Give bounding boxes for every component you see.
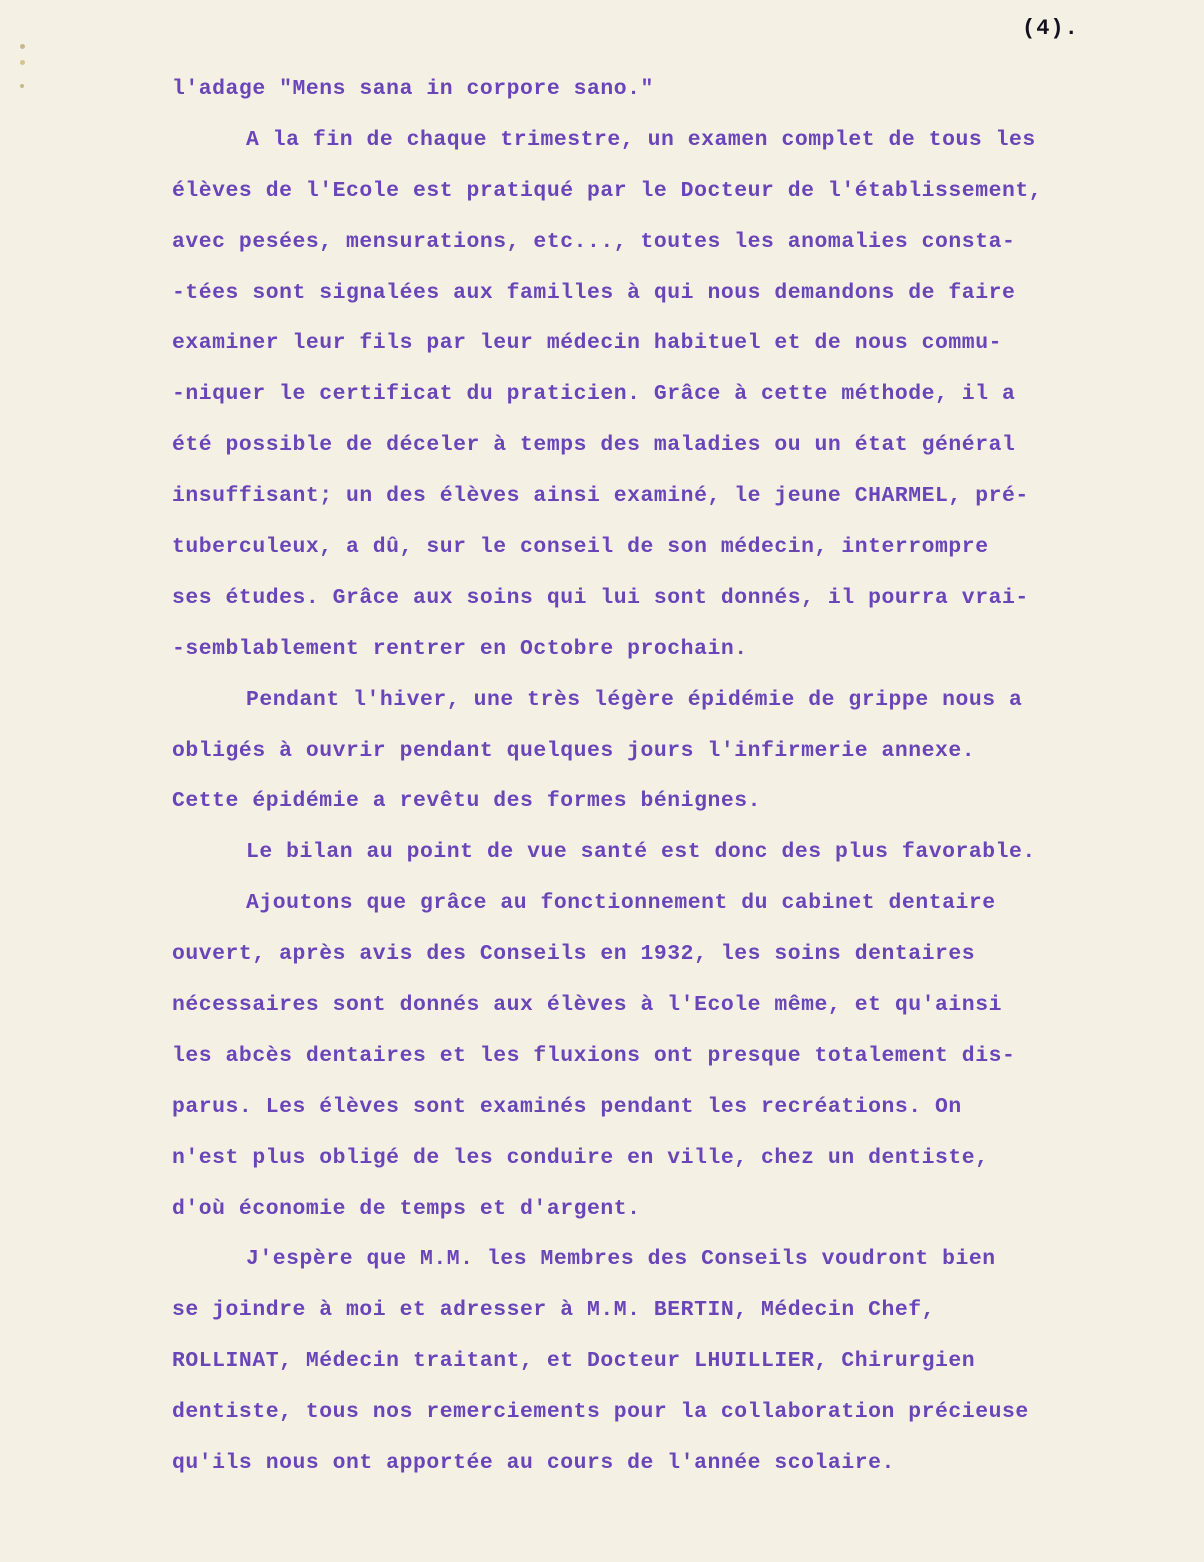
text-line: qu'ils nous ont apportée au cours de l'année scolaire. (172, 1451, 895, 1476)
text-line: insuffisant; un des élèves ainsi examiné, le jeune CHARMEL, pré- (172, 484, 1029, 509)
margin-stain (20, 60, 25, 65)
text-line: obligés à ouvrir pendant quelques jours l'infirmerie annexe. (172, 738, 976, 763)
text-line: A la fin de chaque trimestre, un examen complet de tous les (246, 127, 1036, 152)
text-line: ses études. Grâce aux soins qui lui sont donnés, il pourra vrai- (172, 585, 1029, 610)
text-line: Pendant l'hiver, une très légère épidémie de grippe nous a (246, 687, 1023, 712)
typed-text-body (172, 64, 1162, 1489)
text-line: -semblablement rentrer en Octobre prochain. (172, 636, 748, 661)
text-line: dentiste, tous nos remerciements pour la collaboration précieuse (172, 1400, 1029, 1425)
text-line: n'est plus obligé de les conduire en ville, chez un dentiste, (172, 1145, 989, 1170)
text-line: tuberculeux, a dû, sur le conseil de son médecin, interrompre (172, 535, 989, 560)
text-line: élèves de l'Ecole est pratiqué par le Docteur de l'établissement, (172, 178, 1043, 203)
text-line: d'où économie de temps et d'argent. (172, 1196, 641, 1221)
text-line: se joindre à moi et adresser à M.M. BERTIN, Médecin Chef, (172, 1298, 936, 1323)
text-line: Cette épidémie a revêtu des formes bénignes. (172, 789, 762, 814)
text-line: parus. Les élèves sont examinés pendant les recréations. On (172, 1094, 962, 1119)
text-line: -niquer le certificat du praticien. Grâce à cette méthode, il a (172, 382, 1016, 407)
text-line: Ajoutons que grâce au fonctionnement du cabinet dentaire (246, 891, 996, 916)
page-number: (4). (1022, 16, 1079, 41)
text-line: -tées sont signalées aux familles à qui nous demandons de faire (172, 280, 1016, 305)
text-line: ROLLINAT, Médecin traitant, et Docteur LHUILLIER, Chirurgien (172, 1349, 976, 1374)
text-line: l'adage "Mens sana in corpore sano." (172, 77, 654, 101)
text-line: nécessaires sont donnés aux élèves à l'Ecole même, et qu'ainsi (172, 993, 1002, 1018)
margin-stain (20, 84, 24, 88)
text-line: J'espère que M.M. les Membres des Conseils voudront bien (246, 1247, 996, 1272)
text-line: avec pesées, mensurations, etc..., toutes les anomalies consta- (172, 229, 1016, 254)
text-line: examiner leur fils par leur médecin habituel et de nous commu- (172, 331, 1002, 356)
text-line: Le bilan au point de vue santé est donc des plus favorable. (246, 840, 1036, 865)
text-line: les abcès dentaires et les fluxions ont presque totalement dis- (172, 1043, 1016, 1068)
text-line: été possible de déceler à temps des maladies ou un état général (172, 433, 1016, 458)
text-line: ouvert, après avis des Conseils en 1932, les soins dentaires (172, 942, 976, 967)
margin-stain (20, 44, 25, 49)
